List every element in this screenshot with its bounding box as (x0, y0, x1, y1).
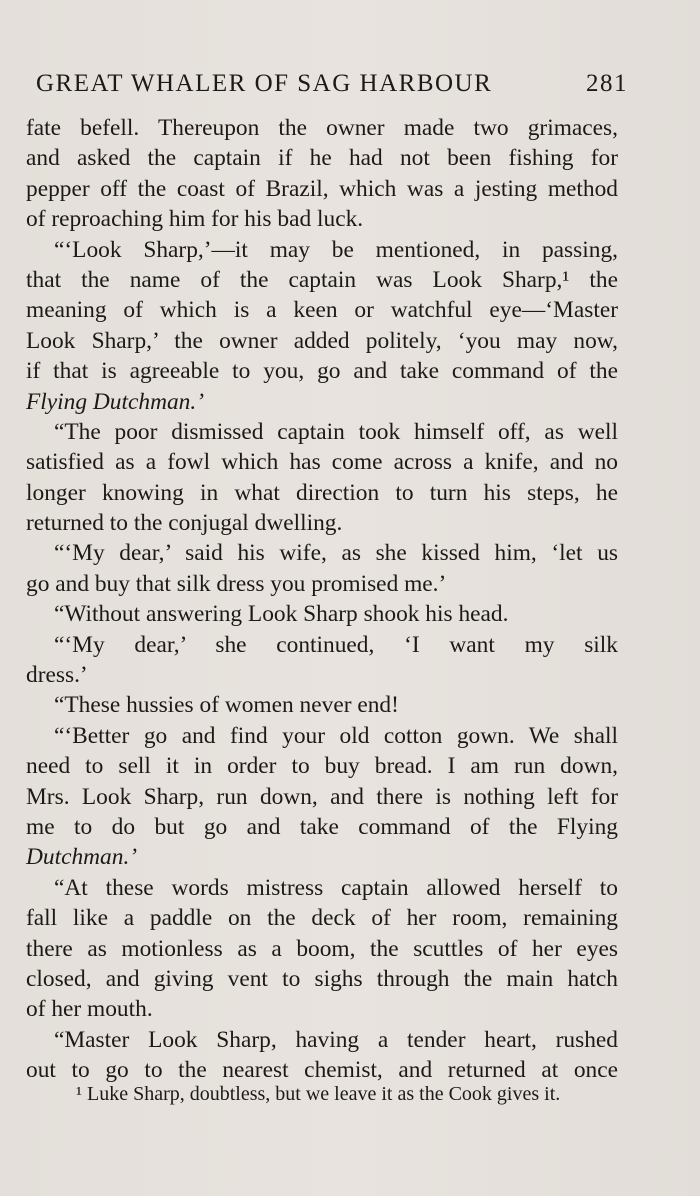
text-line: and asked the captain if he had not been fishing for (26, 145, 618, 172)
text-line: “Without answering Look Sharp shook his head. (54, 601, 509, 628)
text-line: need to sell it in order to buy bread. I am run down, (26, 753, 618, 780)
text-line: “At these words mistress captain allowed herself to (54, 874, 618, 901)
text-line: “‘My dear,’ she continued, ‘I want my silk (54, 631, 618, 658)
text-line: “‘Look Sharp,’—it may be mentioned, in passing, (54, 236, 618, 263)
text-line: go and buy that silk dress you promised me.’ (26, 570, 447, 597)
running-header (36, 70, 628, 98)
text-line: “The poor dismissed captain took himself off, as well (54, 418, 618, 445)
text-line: fall like a paddle on the deck of her room, remaining (26, 905, 618, 932)
text-line: longer knowing in what direction to turn his steps, he (26, 479, 618, 506)
text-line: fate befell. Thereupon the owner made two grimaces, (26, 115, 618, 141)
text-line: me to do but go and take command of the Flying (26, 813, 618, 840)
text-line: there as motionless as a boom, the scuttles of her eyes (26, 935, 618, 962)
text-line: that the name of the captain was Look Sharp,¹ the (26, 266, 618, 293)
text-line: “Master Look Sharp, having a tender heart, rushed (54, 1026, 618, 1053)
body-text (26, 113, 618, 1086)
text-line: “These hussies of women never end! (54, 692, 399, 719)
text-line: Flying Dutchman.’ (26, 388, 204, 415)
text-line: Dutchman.’ (26, 844, 138, 871)
page-number: 281 (586, 70, 628, 97)
text-line: of her mouth. (26, 996, 153, 1023)
text-line: returned to the conjugal dwelling. (26, 510, 343, 537)
text-line: of reproaching him for his bad luck. (26, 206, 364, 233)
running-title: GREAT WHALER OF SAG HARBOUR (36, 70, 493, 97)
text-line: dress.’ (26, 662, 88, 689)
text-line: satisfied as a fowl which has come across a knife, and no (26, 449, 618, 476)
footnote: ¹ Luke Sharp, doubtless, but we leave it as the Cook gives it. (76, 1083, 561, 1105)
text-line: Mrs. Look Sharp, run down, and there is nothing left for (26, 783, 618, 810)
text-line: if that is agreeable to you, go and take command of the (26, 358, 618, 385)
text-line: “‘My dear,’ said his wife, as she kissed him, ‘let us (54, 540, 618, 567)
text-line: meaning of which is a keen or watchful eye—‘Master (26, 297, 618, 324)
text-line: “‘Better go and find your old cotton gown. We shall (54, 722, 618, 749)
text-line: closed, and giving vent to sighs through the main hatch (26, 965, 618, 992)
text-line: out to go to the nearest chemist, and returned at once (26, 1057, 618, 1084)
text-line: pepper off the coast of Brazil, which was a jesting method (26, 175, 618, 202)
text-line: Look Sharp,’ the owner added politely, ‘you may now, (26, 327, 618, 354)
